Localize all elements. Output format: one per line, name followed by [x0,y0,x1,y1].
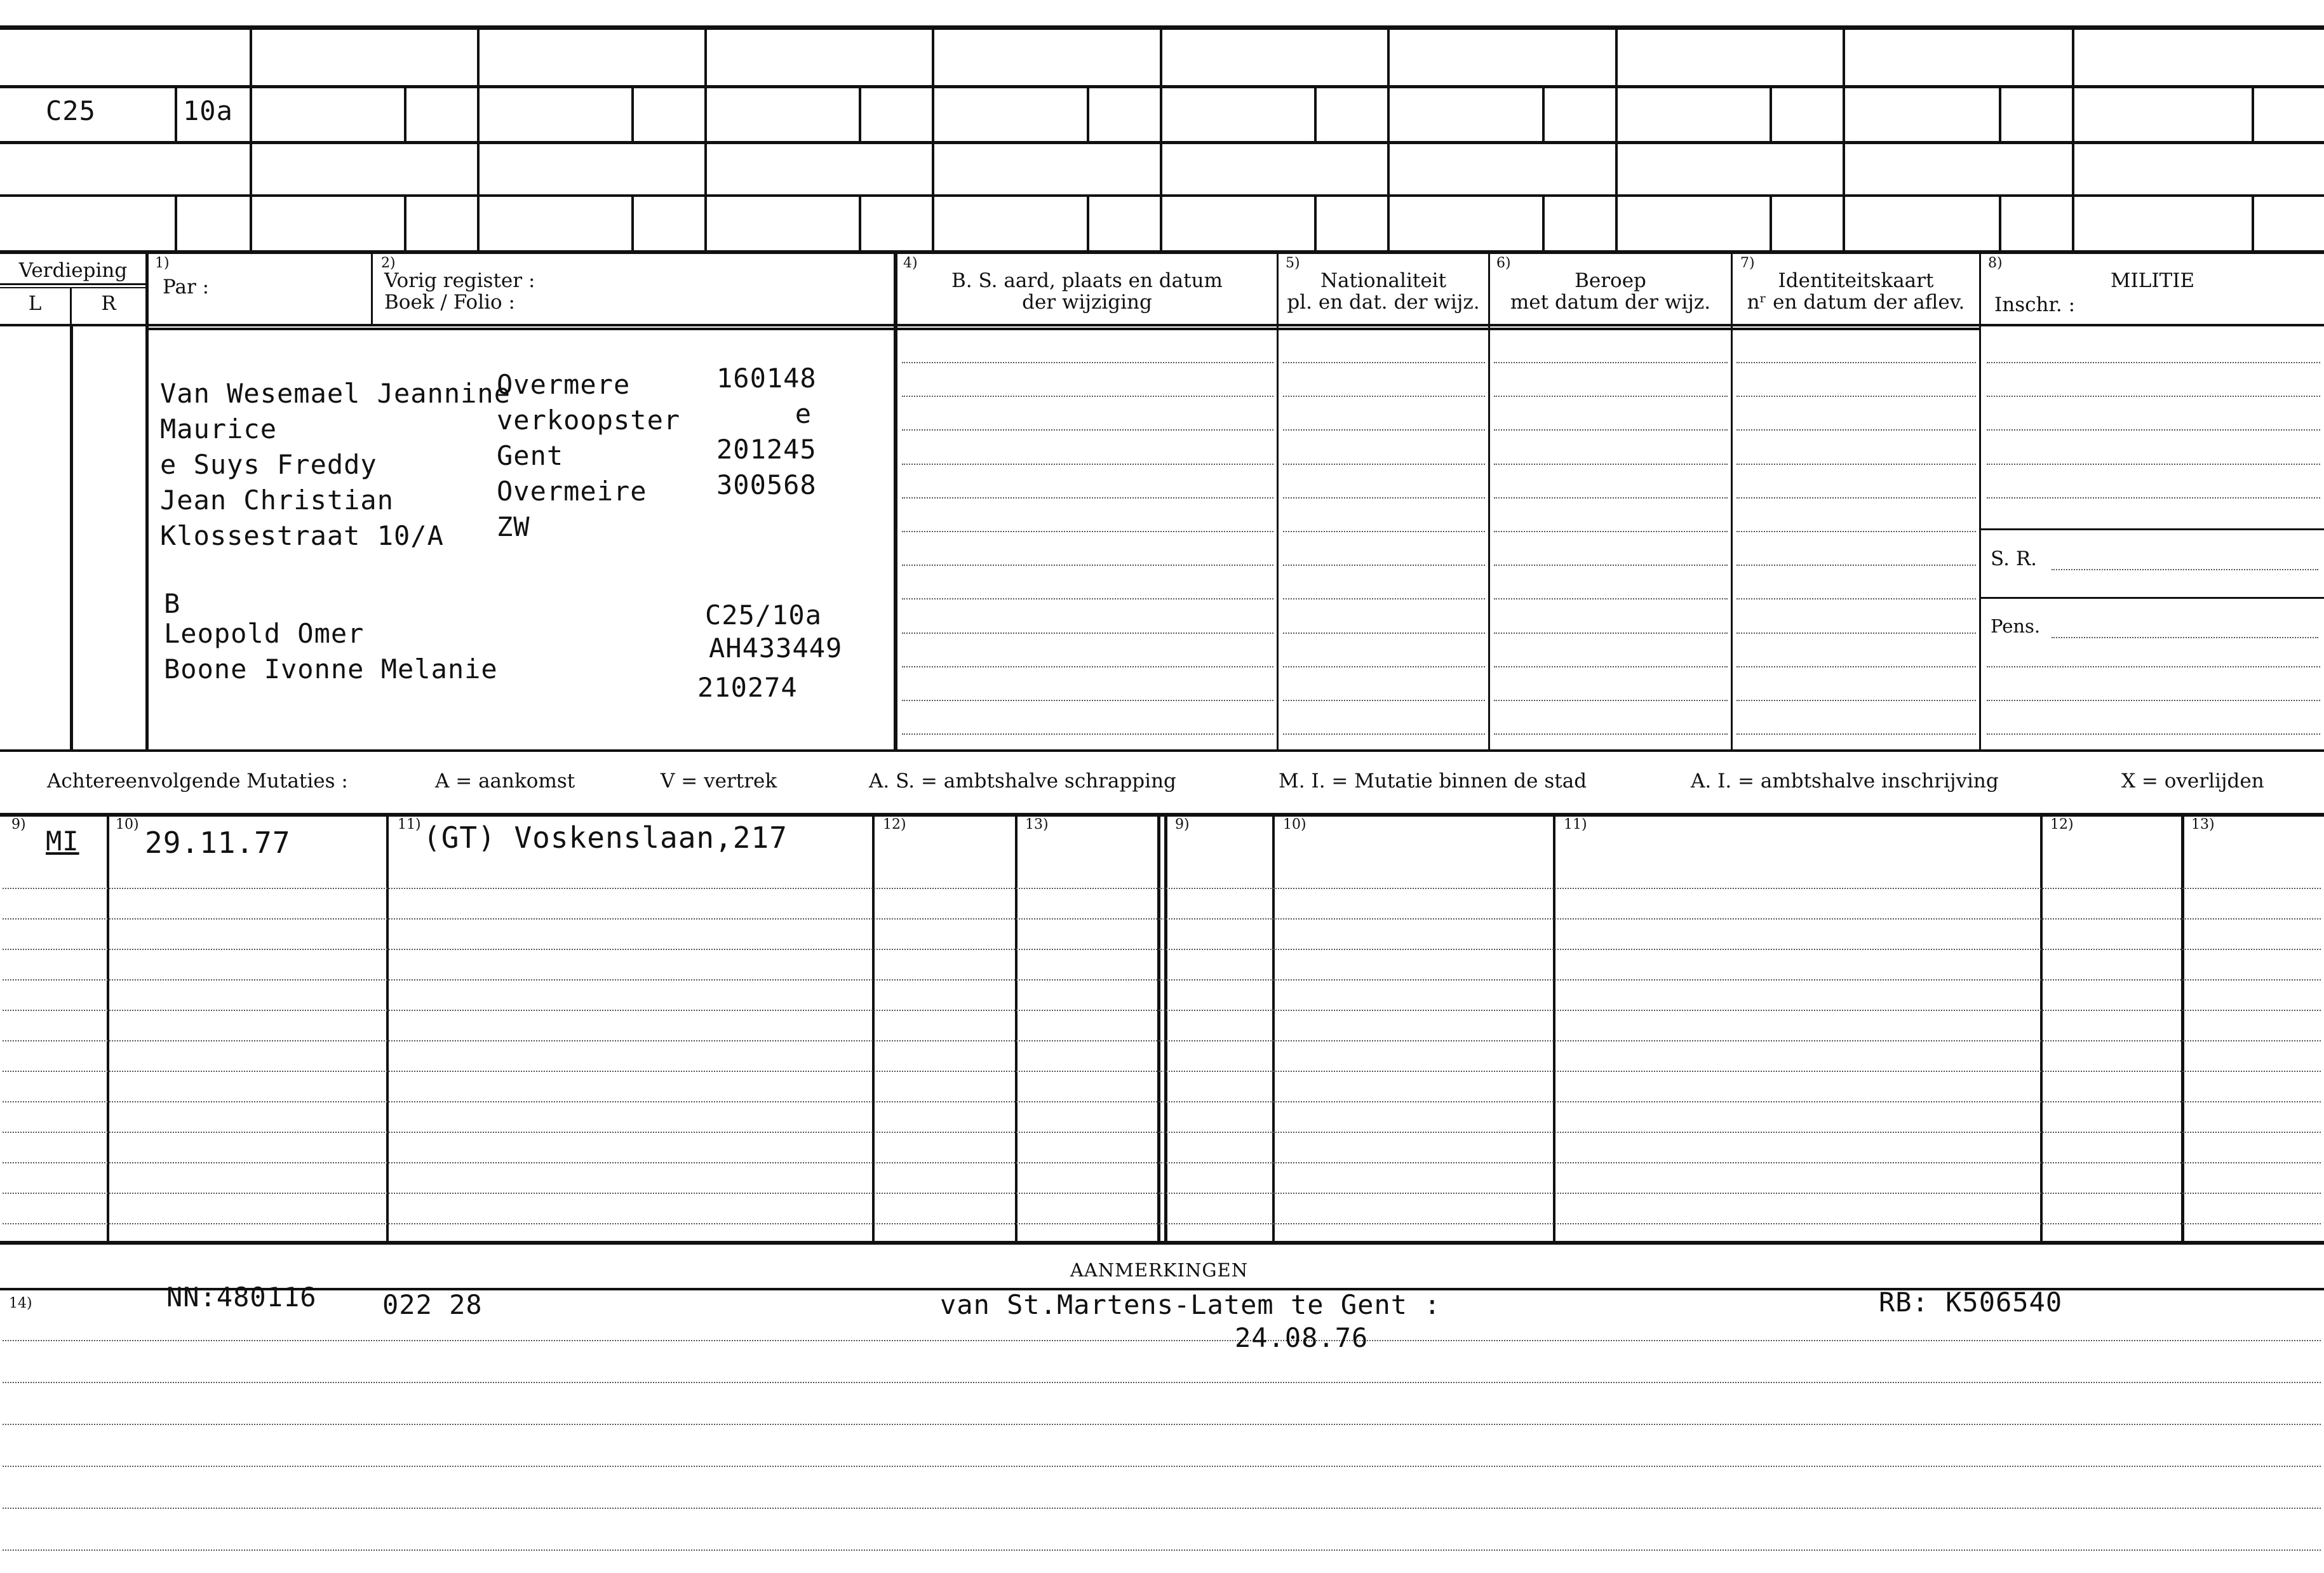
remarks-title: AANMERKINGEN [1070,1259,1249,1281]
person-places [497,367,680,545]
sr-label: S. R. [1991,547,2038,570]
person-place-line: ZW [497,511,530,542]
column-number: 12) [883,817,906,833]
column-number: 10) [116,817,139,833]
reference-code: C25/10a [705,599,823,631]
mutation-address: (GT) Voskenslaan,217 [423,820,788,855]
enrolment-label: Inschr. : [1994,293,2076,316]
pension-label: Pens. [1991,615,2041,637]
column-number: 13) [1025,817,1049,833]
mutation-type: MI [46,826,79,857]
column-number: 9) [1175,817,1190,833]
person-place-line: verkoopster [497,405,681,436]
legend-item: A. I. = ambtshalve inschrijving [1691,770,1999,793]
column-number: 11) [398,817,421,833]
parents [164,616,498,687]
register-number: RB: K506540 [1879,1287,2063,1318]
person-name-line: Jean Christian [160,485,394,516]
person-name-line: Klossestraat 10/A [160,520,444,551]
spouse-letter: B [164,588,181,619]
par-label: Par : [163,276,210,298]
person-place-line: Overmeire [497,476,647,507]
id-card-header: Identiteitskaart [1778,269,1934,292]
mutation-date: 29.11.77 [145,826,291,860]
floor-header: Verdieping [18,259,128,282]
nationality-sub: pl. en dat. der wijz. [1287,291,1480,314]
column-number: 9) [11,817,26,833]
legend-item: M. I. = Mutatie binnen de stad [1279,770,1587,793]
person-name-line: e Suys Freddy [160,449,377,480]
person-name-line: Maurice [160,413,278,445]
reference-id: AH433449 [709,633,843,664]
origin-note: van St.Martens-Latem te Gent : [940,1289,1441,1320]
person-date-line: e [795,398,812,429]
national-number-suffix: 022 28 [382,1289,483,1320]
legend-item: X = overlijden [2121,770,2264,793]
field-number: 4) [903,255,918,271]
legend-title: Achtereenvolgende Mutaties : [47,770,348,793]
person-names [160,376,511,554]
person-date-line: 160148 [716,363,817,394]
person-place-line: Gent [497,440,564,471]
left-header: L [28,292,42,315]
occupation-header: Beroep [1575,269,1646,292]
column-number: 13) [2191,817,2215,833]
civil-status-sub: der wijziging [1022,291,1152,314]
civil-status-header: B. S. aard, plaats en datum [951,269,1223,292]
legend-item: A = aankomst [435,770,575,793]
building-code: C25 [46,95,96,126]
occupation-sub: met datum der wijz. [1510,291,1711,314]
reference-date: 210274 [697,672,798,703]
right-header: R [101,292,116,315]
field-number: 8) [1988,255,2003,271]
origin-date: 24.08.76 [1235,1322,1369,1353]
field-number: 6) [1496,255,1511,271]
field-number: 7) [1740,255,1755,271]
column-number: 12) [2050,817,2074,833]
book-folio-label: Boek / Folio : [384,291,515,314]
remarks-number: 14) [9,1295,32,1311]
column-number: 10) [1283,817,1306,833]
field-number: 1) [155,255,170,271]
person-date-line: 300568 [716,469,817,500]
nationality-header: Nationaliteit [1320,269,1447,292]
person-date-line: 201245 [716,434,817,465]
parent-line: Leopold Omer [164,618,365,649]
person-place-line: Overmere [497,369,631,400]
parent-line: Boone Ivonne Melanie [164,653,498,685]
legend-item: V = vertrek [661,770,777,793]
column-number: 11) [1564,817,1587,833]
id-card-sub: nʳ en datum der aflev. [1747,291,1965,314]
field-number: 2) [381,255,396,271]
national-number: NN:480116 [166,1282,317,1313]
unit-code: 10a [183,95,233,126]
person-name-line: Van Wesemael Jeannine [160,378,511,409]
legend-item: A. S. = ambtshalve schrapping [869,770,1176,793]
field-number: 5) [1286,255,1300,271]
military-header: MILITIE [2110,269,2195,292]
previous-register-label: Vorig register : [384,269,535,292]
person-dates [716,361,817,503]
